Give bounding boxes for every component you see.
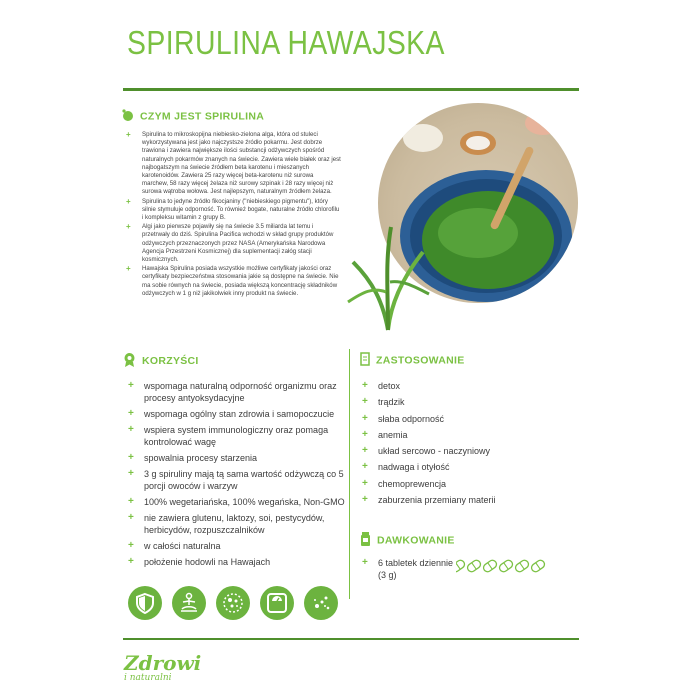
- usage-heading: ZASTOSOWANIE: [360, 352, 465, 369]
- meditation-icon: [172, 586, 206, 620]
- brand-logo: Zdrowi i naturalni: [124, 651, 202, 683]
- cells-icon: [216, 586, 250, 620]
- list-item: + wspiera system immunologiczny oraz pomaga kontrolować wagę: [128, 424, 329, 447]
- list-item: + wspomaga naturalną odporność organizmu oraz procesy antyoksydacyjne: [128, 380, 337, 403]
- list-item: + położenie hodowli na Hawajach: [128, 556, 271, 567]
- top-divider: [123, 88, 579, 91]
- dots-icon: [122, 109, 134, 124]
- award-icon: [123, 352, 136, 370]
- list-item: + chemoprewencja: [362, 477, 447, 489]
- list-item: + słaba odporność: [362, 412, 445, 424]
- scale-icon: [260, 586, 294, 620]
- what-is-list: [126, 131, 341, 299]
- list-item: + Spirulina to mikroskopijna niebiesko-zielona alga, która od stuleci wykorzystywana jest jako najczystsze źródło pokarmu. Jest dobrze trawiona i zawiera największe ilości substancji odżywczych spośród naturalnych pokarmów znanych na świecie. Zawiera wiele białek oraz jest najbogatszym na świecie źródłem beta karotenu i mieszanych karotenoidów. Zawiera 25 razy więcej beta-karotenu niż surowa marchew, 58 razy więcej żelaza niż surowy szpinak i 28 razy więcej niż surowa wątroba wołowa. Jest najlepszym, naturalnym źródłem żelaza.: [126, 130, 341, 196]
- list-item: + 100% wegetariańska, 100% wegańska, Non-GMO: [128, 496, 345, 507]
- tablet-icon: [514, 559, 530, 574]
- tablet-icon: [482, 559, 498, 574]
- dosage-list: [362, 557, 462, 581]
- list-item: + Spirulina to jedyne źródło fikocjaniny ("niebieskiego pigmentu"), który silnie stymuluje odporność. To również bogate, naturalne źródło chlorofilu i kompleksu witamin z grupy B.: [126, 196, 340, 222]
- sparkle-icon: [304, 586, 338, 620]
- seaweed-illustration: [343, 222, 433, 337]
- shield-icon: [128, 586, 162, 620]
- dosage-heading: DAWKOWANIE: [360, 532, 455, 549]
- pill-bottle-icon: [360, 532, 371, 549]
- bottom-divider: [123, 638, 579, 640]
- tablet-icon: [456, 559, 466, 574]
- list-item: + nadwaga i otyłość: [362, 461, 450, 473]
- list-item: + Hawajska Spirulina posiada wszystkie możliwe certyfikaty jakości oraz certyfikaty bezpieczeństwa stosowania jakie są dostępne na świecie. Nie ma sobie równych na świecie, posiada większą koncentrację składników odżywczych w 1 g niż jakikolwiek inny produkt na świecie.: [126, 264, 339, 297]
- list-item: + 6 tabletek dziennie (3 g): [362, 557, 454, 580]
- tablets-illustration: [456, 556, 556, 581]
- list-item: + trądzik: [362, 396, 405, 408]
- tablet-icon: [498, 559, 514, 574]
- list-item: + w całości naturalna: [128, 540, 221, 551]
- list-item: + zaburzenia przemiany materii: [362, 494, 496, 506]
- list-item: + nie zawiera glutenu, laktozy, soi, pestycydów, herbicydów, rozpuszczalników: [128, 512, 325, 535]
- list-item: + anemia: [362, 428, 408, 440]
- tablet-icon: [530, 559, 546, 574]
- list-item: + Algi jako pierwsze pojawiły się na świecie 3.5 miliarda lat temu i przetrwały do dziś. Spirulina Pacifica wchodzi w skład grupy produktów odżywczych przeznaczonych przez NASA (Amerykańska Narodowa Agencja Przestrzeni Kosmicznej) dla suplementacji załóg stacji kosmicznych.: [126, 222, 334, 264]
- benefits-heading: KORZYŚCI: [123, 352, 199, 370]
- usage-list: [362, 380, 572, 510]
- list-item: + 3 g spiruliny mają tą sama wartość odżywczą co 5 porcji owoców i warzyw: [128, 468, 344, 491]
- page-title: SPIRULINA HAWAJSKA: [127, 24, 445, 61]
- list-icon: [360, 352, 370, 369]
- list-item: + spowalnia procesy starzenia: [128, 452, 258, 463]
- benefits-list: [128, 380, 348, 572]
- list-item: + detox: [362, 380, 401, 391]
- what-is-heading: CZYM JEST SPIRULINA: [122, 109, 264, 124]
- tablet-icon: [466, 559, 482, 574]
- list-item: + układ sercowo - naczyniowy: [362, 445, 491, 457]
- column-divider: [349, 349, 350, 599]
- list-item: + wspomaga ogólny stan zdrowia i samopoczucie: [128, 408, 335, 419]
